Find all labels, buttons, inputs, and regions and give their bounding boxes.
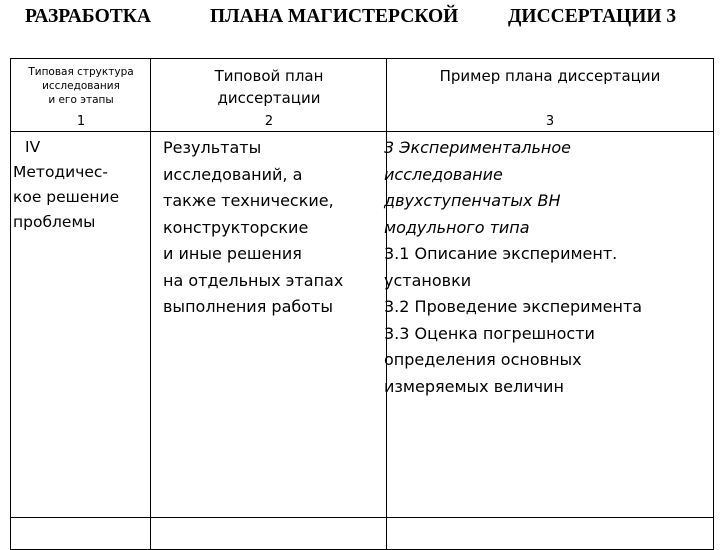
typical-plan-line: конструкторские — [163, 217, 309, 237]
example-plan-cell — [384, 135, 712, 400]
stage-line: кое решение — [13, 188, 120, 206]
row-divider — [11, 131, 713, 132]
header-col-2 — [151, 65, 387, 109]
column-number-2: 2 — [264, 114, 274, 129]
title-part-2: ПЛАНА МАГИСТЕРСКОЙ — [210, 6, 459, 27]
typical-plan-line: выполнения работы — [163, 297, 333, 316]
typical-plan-line: и иные решения — [163, 244, 302, 263]
example-plan-heading-line: 3 Экспериментальное — [384, 138, 572, 157]
typical-plan-cell — [163, 135, 385, 321]
typical-plan-line: Результаты — [163, 138, 262, 157]
example-plan-line: 3.2 Проведение эксперимента — [384, 297, 643, 316]
header-col-1 — [11, 65, 151, 107]
header-col-1-line: Типовая структура — [28, 66, 134, 78]
typical-plan-line: на отдельных этапах — [163, 270, 344, 290]
slide-title — [0, 6, 720, 36]
stage-cell — [13, 135, 149, 235]
example-plan-line: 3.3 Оценка погрешности — [384, 323, 595, 343]
stage-line: проблемы — [13, 213, 96, 231]
header-col-3 — [387, 65, 713, 87]
column-divider — [150, 59, 151, 549]
example-plan-line: определения основных — [384, 350, 582, 369]
dissertation-plan-table — [10, 58, 714, 550]
example-plan-heading-line: исследование — [384, 164, 503, 184]
stage-line: Методичес- — [13, 163, 109, 181]
header-col-1-line: и его этапы — [48, 94, 114, 106]
title-part-1: РАЗРАБОТКА — [25, 6, 151, 27]
stage-line: IV — [25, 138, 41, 156]
title-part-3: ДИССЕРТАЦИИ 3 — [508, 6, 677, 27]
header-col-3-line: Пример плана диссертации — [439, 67, 661, 85]
example-plan-heading-line: двухступенчатых ВН — [384, 191, 561, 210]
example-plan-line: измеряемых величин — [384, 376, 564, 396]
example-plan-line: установки — [384, 270, 472, 290]
typical-plan-line: исследований, а — [163, 164, 303, 184]
header-col-2-line: Типовой план — [214, 67, 324, 85]
example-plan-line: 3.1 Описание эксперимент. — [384, 244, 618, 263]
example-plan-heading-line: модульного типа — [384, 217, 530, 237]
row-divider — [11, 517, 713, 518]
header-col-1-line: исследования — [42, 80, 120, 92]
column-number-1: 1 — [76, 114, 86, 129]
column-number-3: 3 — [545, 114, 555, 129]
header-col-2-line: диссертации — [217, 89, 321, 107]
typical-plan-line: также технические, — [163, 191, 334, 210]
